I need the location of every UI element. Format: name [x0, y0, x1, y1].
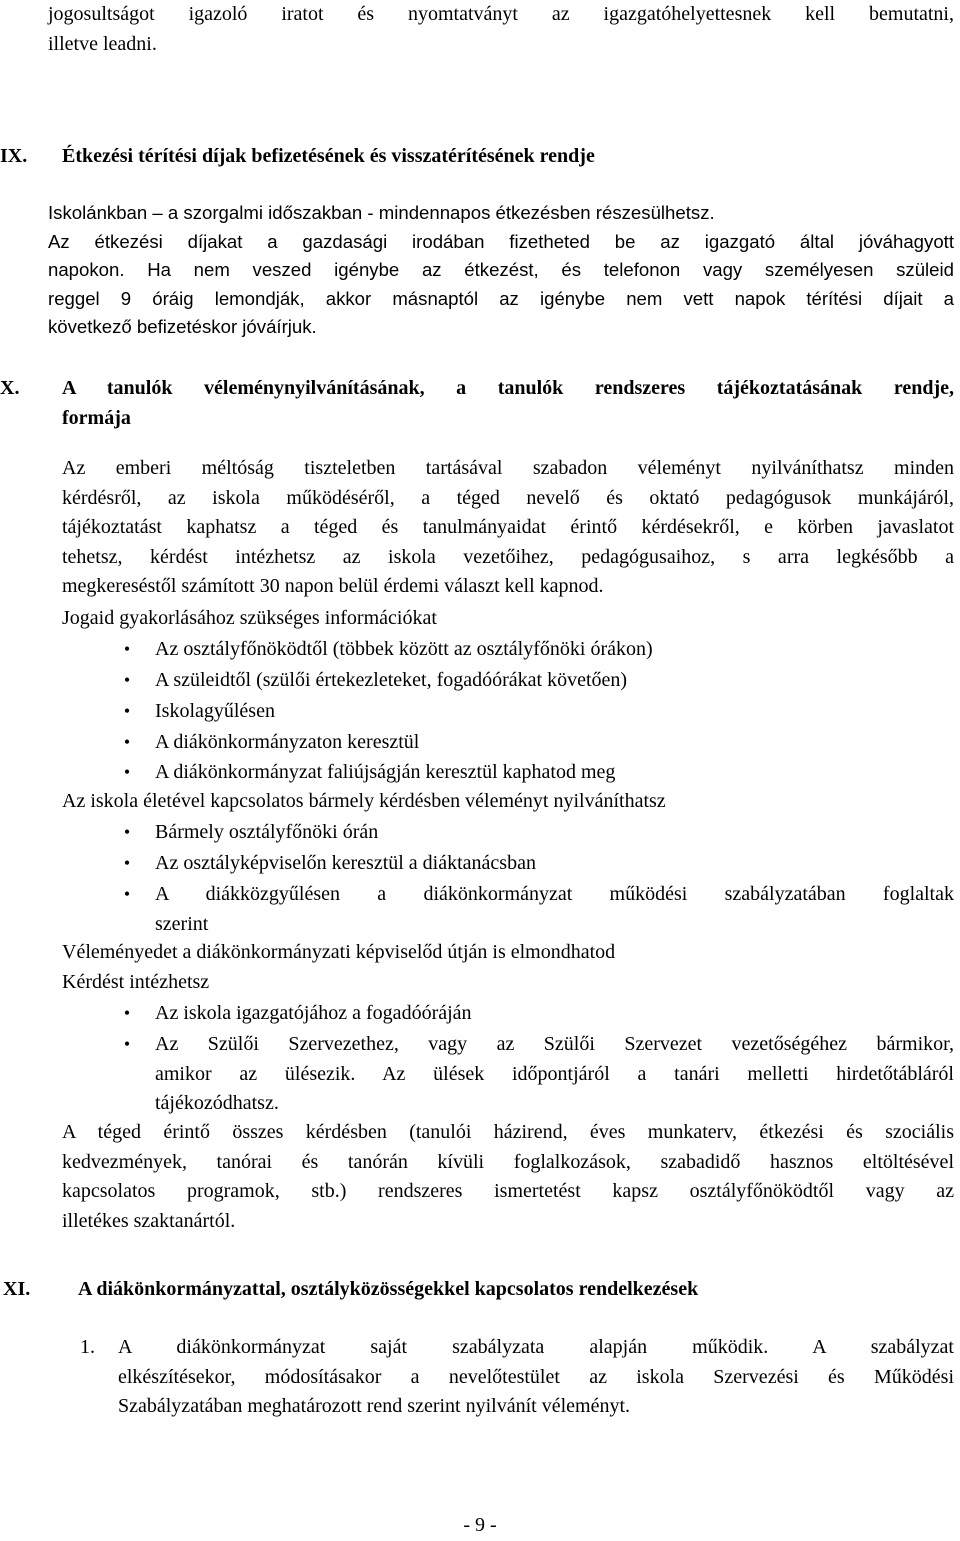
page-number: - 9 -: [463, 1514, 497, 1536]
list-item-text: Az iskola igazgatójához a fogadóóráján: [155, 1002, 472, 1024]
text-line: kedvezmények, tanórai és tanórán kívüli foglalkozások, szabadidő hasznos eltöltésével: [62, 1150, 954, 1173]
list-item-text: Bármely osztályfőnöki órán: [155, 821, 379, 843]
final-paragraph: [62, 1118, 954, 1236]
list-item-text: Az osztályfőnöködtől (többek között az osztályfőnöki órákon): [155, 638, 653, 660]
list-item-text: Az osztályképviselőn keresztül a diáktanácsban: [155, 852, 536, 874]
text-line: elkészítésekor, módosításakor a nevelőtestület az iskola Szervezési és Működési: [118, 1365, 954, 1388]
text-line: Az Szülői Szervezethez, vagy az Szülői Szervezet vezetőségéhez bármikor,: [155, 1033, 954, 1055]
title-line: formája: [62, 406, 131, 429]
section-x-paragraph: [62, 454, 954, 602]
text-line: A diákönkormányzat saját szabályzata alapján működik. A szabályzat: [118, 1336, 954, 1358]
bullet-icon: •: [123, 822, 131, 842]
text-line: tehetsz, kérdést intézhetsz az iskola vezetőihez, pedagógusaihoz, s arra legkésőbb a: [62, 545, 954, 568]
section-xi-item-number: 1.: [80, 1336, 95, 1358]
text-line: tájékoztatást kaphatsz a téged és tanulmányaidat érintő kérdésekről, e körben javaslatot: [62, 516, 954, 538]
text-line: illetve leadni.: [48, 32, 157, 55]
text-line: Szabályzatában meghatározott rend szerint nyilvánít véleményt.: [118, 1395, 631, 1417]
text-line: következő befizetéskor jóváírjuk.: [48, 316, 317, 337]
text-line: kapcsolatos programok, stb.) rendszeres ismertetést kapsz osztályfőnöködtől vagy az: [62, 1180, 954, 1202]
section-ix-number: IX.: [0, 145, 28, 167]
text-line: amikor az ülésezik. Az ülések időpontjáról a tanári melletti hirdetőtábláról: [155, 1062, 954, 1085]
section-xi-number: XI.: [3, 1278, 31, 1300]
bullet-icon: •: [123, 1034, 131, 1054]
representative-line: Véleményedet a diákönkormányzati képviselőd útján is elmondhatod: [62, 941, 616, 963]
text-line: szerint: [155, 912, 209, 935]
bullet-icon: •: [123, 639, 131, 659]
rights-heading: Jogaid gyakorlásához szükséges információkat: [62, 607, 437, 629]
bullet-icon: •: [123, 701, 131, 721]
list-item-text: Iskolagyűlésen: [155, 700, 275, 722]
text-line: megkereséstől számított 30 napon belül érdemi választ kell kapnod.: [62, 575, 604, 597]
opinion-heading: Az iskola életével kapcsolatos bármely kérdésben véleményt nyilváníthatsz: [62, 790, 666, 812]
section-ix-title: Étkezési térítési díjak befizetésének és visszatérítésének rendje: [62, 145, 595, 167]
title-line: A tanulók véleménynyilvánításának, a tanulók rendszeres tájékoztatásának rendje,: [62, 377, 954, 399]
list-item-text: A diákönkormányzat faliújságján keresztül kaphatod meg: [155, 761, 616, 783]
text-line: tájékozódhatsz.: [155, 1092, 279, 1114]
section-xi-title: A diákönkormányzattal, osztályközösségekkel kapcsolatos rendelkezések: [78, 1278, 699, 1300]
list-item-text: A szüleidtől (szülői értekezleteket, fogadóórákat követően): [155, 669, 628, 691]
bullet-icon: •: [123, 884, 131, 904]
text-line: reggel 9 óráig lemondják, akkor másnaptól az igénybe nem vett napok térítési díjait a: [48, 287, 954, 309]
section-x-number: X.: [0, 377, 20, 399]
list-item-text: [155, 880, 954, 939]
text-line: kérdésről, az iskola működéséről, a téged nevelő és oktató pedagógusok munkájáról,: [62, 486, 954, 509]
section-ix-paragraph: [48, 199, 954, 342]
text-line: napokon. Ha nem veszed igénybe az étkezést, és telefonon vagy személyesen szüleid: [48, 259, 954, 280]
text-line: Az étkezési díjakat a gazdasági irodában fizetheted be az igazgató által jóváhagyott: [48, 230, 954, 252]
text-line: Az emberi méltóság tiszteletben tartásával szabadon véleményt nyilváníthatsz minden: [62, 457, 954, 479]
bullet-icon: •: [123, 732, 131, 752]
text-line: A diákközgyűlésen a diákönkormányzat működési szabályzatában foglaltak: [155, 883, 954, 905]
bullet-icon: •: [123, 1003, 131, 1023]
text-line: illetékes szaktanártól.: [62, 1209, 236, 1232]
question-heading: Kérdést intézhetsz: [62, 971, 210, 993]
bullet-icon: •: [123, 670, 131, 690]
list-item-text: A diákönkormányzaton keresztül: [155, 731, 420, 753]
text-line: A téged érintő összes kérdésben (tanulói házirend, éves munkaterv, étkezési és szociális: [62, 1121, 954, 1143]
text-line: jogosultságot igazoló iratot és nyomtatványt az igazgatóhelyettesnek kell bemutatni,: [48, 3, 954, 25]
section-xi-item: [118, 1333, 954, 1422]
bullet-icon: •: [123, 762, 131, 782]
top-paragraph: [48, 0, 954, 59]
text-line: Iskolánkban – a szorgalmi időszakban - mindennapos étkezésben részesülhetsz.: [48, 202, 715, 223]
list-item-text: [155, 1030, 954, 1119]
section-x-title: [62, 374, 954, 433]
bullet-icon: •: [123, 853, 131, 873]
